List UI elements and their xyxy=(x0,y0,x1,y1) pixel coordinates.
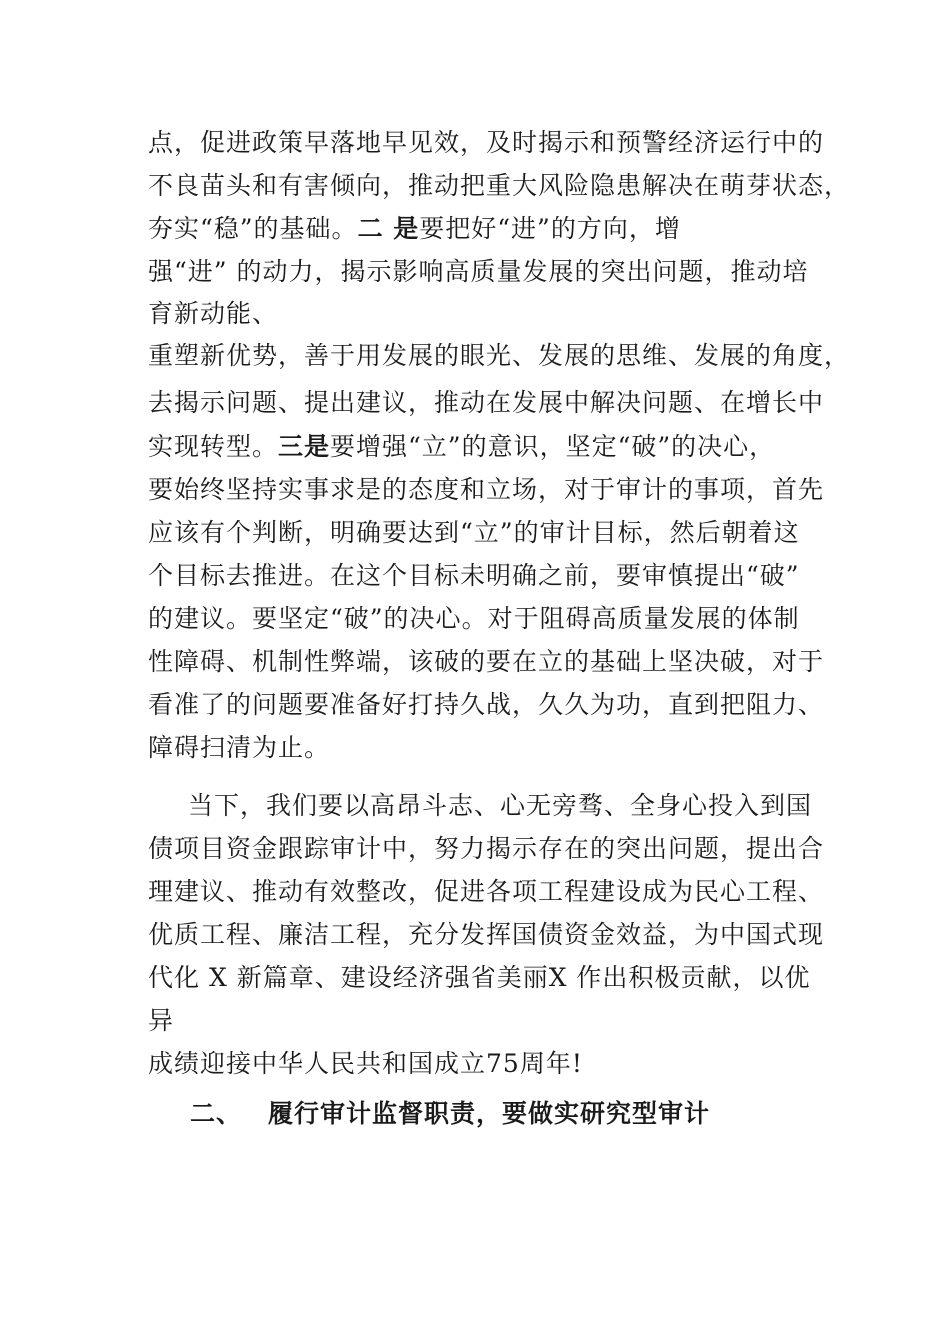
section-heading xyxy=(190,1099,710,1129)
paragraph-1-line-11: 个目标去推进。在这个目标未明确之前，要审慎提出“破” xyxy=(148,561,800,590)
emphasis-ordinal-three: 三是 xyxy=(278,432,331,461)
paragraph-1-line-5: 育新动能、 xyxy=(148,299,279,328)
paragraph-1-line-15: 障碍扫清为止。 xyxy=(148,733,331,762)
section-title: 履行审计监督职责，要做实研究型审计 xyxy=(268,1099,711,1128)
paragraph-2-line-1: 当下，我们要以高昂斗志、心无旁骛、全身心投入到国 xyxy=(188,791,813,820)
paragraph-2-line-7: 成绩迎接中华人民共和国成立75周年! xyxy=(148,1049,583,1078)
text-run: 夯实“稳”的基础。 xyxy=(148,214,358,243)
paragraph-1-line-3 xyxy=(148,214,681,244)
paragraph-1-line-7: 去揭示问题、提出建议，推动在发展中解决问题、在增长中 xyxy=(148,388,825,417)
paragraph-1-line-13: 性障碍、机制性弊端，该破的要在立的基础上坚决破，对于 xyxy=(148,647,825,676)
paragraph-1-line-9: 要始终坚持实事求是的态度和立场，对于审计的事项，首先 xyxy=(148,475,825,504)
paragraph-2-line-3: 理建议、推动有效整改，促进各项工程建设成为民心工程、 xyxy=(148,877,825,906)
paragraph-2-line-2: 债项目资金跟踪审计中，努力揭示存在的突出问题，提出合 xyxy=(148,834,825,863)
paragraph-1-line-4: 强“进” 的动力，揭示影响高质量发展的突出问题，推动培 xyxy=(148,257,809,286)
paragraph-1-line-14: 看准了的问题要准备好打持久战，久久为功，直到把阻力、 xyxy=(148,690,825,719)
text-run: 实现转型。 xyxy=(148,432,279,461)
text-run: 要增强“立”的意识，坚定“破”的决心， xyxy=(330,432,776,461)
paragraph-2-line-6: 异 xyxy=(148,1006,175,1035)
text-run: 要把好“进”的方向，增 xyxy=(419,214,681,243)
paragraph-2-line-5: 代化 X 新篇章、建设经济强省美丽X 作出积极贡献，以优 xyxy=(148,963,811,992)
emphasis-ordinal-two: 二 是 xyxy=(357,214,420,243)
section-number: 二、 xyxy=(190,1099,243,1128)
paragraph-1-line-8 xyxy=(148,432,775,462)
paragraph-1-line-2: 不良苗头和有害倾向，推动把重大风险隐患解决在萌芽状态， xyxy=(148,171,851,200)
paragraph-1-line-10: 应该有个判断，明确要达到“立”的审计目标，然后朝着这 xyxy=(148,518,800,547)
paragraph-2-line-4: 优质工程、廉洁工程，充分发挥国债资金效益，为中国式现 xyxy=(148,920,825,949)
paragraph-1-line-12: 的建议。要坚定“破”的决心。对于阻碍高质量发展的体制 xyxy=(148,604,800,633)
paragraph-1-line-1: 点，促进政策早落地早见效，及时揭示和预警经济运行中的 xyxy=(148,128,825,157)
paragraph-1-line-6: 重塑新优势，善于用发展的眼光、发展的思维、发展的角度， xyxy=(148,341,851,370)
